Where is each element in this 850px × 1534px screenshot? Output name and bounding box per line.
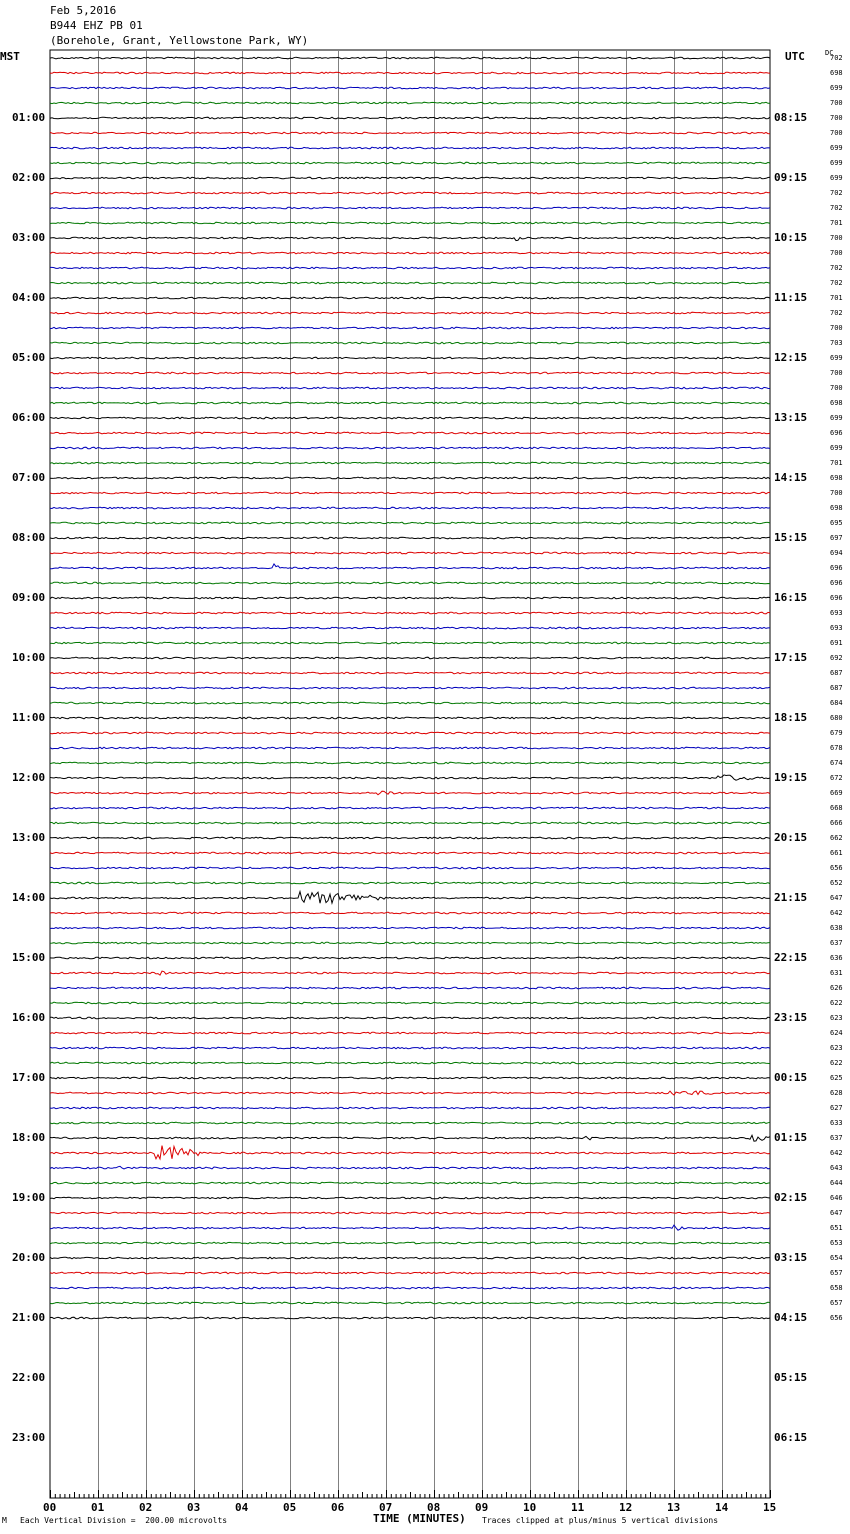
- trace-line: [50, 297, 770, 299]
- trace-line: [50, 612, 770, 614]
- trace-line: [50, 147, 770, 149]
- x-tick-label: 06: [331, 1501, 345, 1514]
- dc-offset-label: 697: [830, 534, 843, 542]
- trace-line: [50, 207, 770, 209]
- trace-line: [50, 132, 770, 134]
- mst-hour-label: 06:00: [12, 411, 46, 424]
- trace-line: [50, 882, 770, 884]
- dc-offset-label: 654: [830, 1254, 843, 1262]
- dc-offset-label: 637: [830, 1134, 843, 1142]
- trace-line: [50, 927, 770, 929]
- dc-offset-label: 700: [830, 99, 843, 107]
- trace-line: [50, 597, 770, 599]
- dc-offset-label: 701: [830, 459, 843, 467]
- x-tick-label: 15: [763, 1501, 777, 1514]
- x-tick-label: 02: [139, 1501, 153, 1514]
- trace-line: [50, 1146, 770, 1159]
- mst-hour-label: 01:00: [12, 111, 46, 124]
- dc-offset-label: 687: [830, 684, 843, 692]
- dc-offset-label: 658: [830, 1284, 843, 1292]
- trace-line: [50, 222, 770, 224]
- trace-line: [50, 912, 770, 914]
- trace-line: [50, 72, 770, 74]
- dc-offset-label: 638: [830, 924, 843, 932]
- plot-date: Feb 5,2016: [50, 4, 117, 17]
- x-tick-label: 13: [667, 1501, 681, 1514]
- trace-line: [50, 312, 770, 314]
- dc-offset-label: 698: [830, 474, 843, 482]
- x-tick-label: 08: [427, 1501, 441, 1514]
- trace-line: [50, 492, 770, 494]
- dc-offset-label: 647: [830, 1209, 843, 1217]
- utc-hour-label: 12:15: [774, 351, 808, 364]
- dc-offset-label: 631: [830, 969, 843, 977]
- dc-offset-label: 698: [830, 399, 843, 407]
- dc-offset-label: 680: [830, 714, 843, 722]
- trace-line: [50, 1287, 770, 1289]
- trace-line: [50, 672, 770, 674]
- utc-hour-label: 00:15: [774, 1071, 808, 1084]
- trace-line: [50, 57, 770, 59]
- trace-line: [50, 552, 770, 554]
- x-tick-label: 09: [475, 1501, 489, 1514]
- dc-offset-label: 633: [830, 1119, 843, 1127]
- mst-hour-label: 07:00: [12, 471, 46, 484]
- trace-line: [50, 892, 770, 904]
- trace-line: [50, 1032, 770, 1034]
- utc-hour-label: 03:15: [774, 1251, 808, 1264]
- dc-offset-label: 702: [830, 309, 843, 317]
- x-tick-label: 11: [571, 1501, 585, 1514]
- dc-offset-label: 626: [830, 984, 843, 992]
- mst-hour-label: 15:00: [12, 951, 46, 964]
- dc-offset-label: 657: [830, 1299, 843, 1307]
- trace-line: [50, 822, 770, 824]
- mst-hour-label: 14:00: [12, 891, 46, 904]
- trace-line: [50, 192, 770, 194]
- dc-offset-label: 642: [830, 1149, 843, 1157]
- utc-hour-label: 17:15: [774, 651, 808, 664]
- dc-offset-label: 678: [830, 744, 843, 752]
- dc-offset-label: 699: [830, 354, 843, 362]
- dc-offset-label: 644: [830, 1179, 843, 1187]
- trace-line: [50, 402, 770, 404]
- trace-line: [50, 357, 770, 359]
- trace-line: [50, 267, 770, 269]
- trace-line: [50, 564, 770, 569]
- trace-line: [50, 1091, 770, 1095]
- trace-line: [50, 1062, 770, 1064]
- trace-line: [50, 1166, 770, 1169]
- utc-hour-label: 14:15: [774, 471, 808, 484]
- trace-line: [50, 387, 770, 389]
- x-tick-label: 05: [283, 1501, 297, 1514]
- dc-offset-label: 657: [830, 1269, 843, 1277]
- mst-hour-label: 21:00: [12, 1311, 46, 1324]
- dc-offset-label: 702: [830, 264, 843, 272]
- trace-line: [50, 102, 770, 104]
- dc-offset-label: 625: [830, 1074, 843, 1082]
- dc-offset-label: 622: [830, 999, 843, 1007]
- mst-hour-label: 16:00: [12, 1011, 46, 1024]
- dc-offset-label: 696: [830, 429, 843, 437]
- dc-offset-label: 643: [830, 1164, 843, 1172]
- dc-offset-label: 694: [830, 549, 843, 557]
- mst-hour-label: 22:00: [12, 1371, 46, 1384]
- trace-line: [50, 971, 770, 975]
- trace-line: [50, 372, 770, 374]
- x-tick-label: 01: [91, 1501, 105, 1514]
- x-tick-label: 12: [619, 1501, 633, 1514]
- dc-offset-label: 662: [830, 834, 843, 842]
- trace-line: [50, 477, 770, 479]
- trace-line: [50, 162, 770, 164]
- dc-offset-label: 693: [830, 624, 843, 632]
- mst-hour-label: 19:00: [12, 1191, 46, 1204]
- trace-line: [50, 1197, 770, 1199]
- trace-line: [50, 582, 770, 584]
- dc-offset-label: 699: [830, 414, 843, 422]
- trace-line: [50, 1135, 770, 1141]
- corner-mark: M: [2, 1516, 7, 1525]
- dc-offset-label: 652: [830, 879, 843, 887]
- trace-line: [50, 987, 770, 989]
- scale-note: Each Vertical Division = 200.00 microvolts: [20, 1516, 228, 1525]
- trace-line: [50, 117, 770, 119]
- dc-offset-label: 703: [830, 339, 843, 347]
- dc-offset-label: 696: [830, 579, 843, 587]
- x-tick-label: 03: [187, 1501, 201, 1514]
- dc-offset-label: 647: [830, 894, 843, 902]
- utc-hour-label: 02:15: [774, 1191, 808, 1204]
- trace-line: [50, 852, 770, 854]
- trace-line: [50, 1225, 770, 1230]
- dc-offset-label: 693: [830, 609, 843, 617]
- trace-line: [50, 447, 770, 449]
- utc-hour-label: 16:15: [774, 591, 808, 604]
- mst-hour-label: 11:00: [12, 711, 46, 724]
- trace-line: [50, 1077, 770, 1079]
- x-axis-title: TIME (MINUTES): [373, 1512, 466, 1525]
- dc-offset-label: 699: [830, 174, 843, 182]
- trace-line: [50, 1212, 770, 1214]
- trace-line: [50, 1302, 770, 1304]
- utc-hour-label: 20:15: [774, 831, 808, 844]
- dc-offset-label: 702: [830, 189, 843, 197]
- trace-line: [50, 1317, 770, 1319]
- trace-line: [50, 942, 770, 944]
- mst-hour-label: 23:00: [12, 1431, 46, 1444]
- station-code: B944 EHZ PB 01: [50, 19, 143, 32]
- dc-offset-label: 651: [830, 1224, 843, 1232]
- dc-header-label: DC: [825, 49, 834, 57]
- trace-line: [50, 417, 770, 419]
- utc-hour-label: 09:15: [774, 171, 808, 184]
- dc-offset-label: 627: [830, 1104, 843, 1112]
- dc-offset-label: 691: [830, 639, 843, 647]
- dc-offset-label: 679: [830, 729, 843, 737]
- dc-offset-label: 666: [830, 819, 843, 827]
- dc-offset-label: 702: [830, 204, 843, 212]
- dc-offset-label: 698: [830, 504, 843, 512]
- trace-line: [50, 432, 770, 434]
- dc-offset-label: 656: [830, 1314, 843, 1322]
- dc-offset-label: 699: [830, 444, 843, 452]
- utc-hour-label: 08:15: [774, 111, 808, 124]
- trace-line: [50, 87, 770, 89]
- mst-hour-label: 17:00: [12, 1071, 46, 1084]
- dc-offset-label: 700: [830, 369, 843, 377]
- mst-hour-label: 03:00: [12, 231, 46, 244]
- dc-offset-label: 668: [830, 804, 843, 812]
- dc-offset-label: 637: [830, 939, 843, 947]
- dc-offset-label: 702: [830, 279, 843, 287]
- dc-offset-label: 623: [830, 1044, 843, 1052]
- dc-offset-label: 701: [830, 219, 843, 227]
- trace-line: [50, 1002, 770, 1004]
- mst-hour-label: 08:00: [12, 531, 46, 544]
- utc-hour-label: 05:15: [774, 1371, 808, 1384]
- dc-offset-label: 696: [830, 564, 843, 572]
- dc-offset-label: 622: [830, 1059, 843, 1067]
- dc-offset-label: 656: [830, 864, 843, 872]
- trace-line: [50, 837, 770, 839]
- trace-line: [50, 807, 770, 809]
- trace-line: [50, 702, 770, 704]
- trace-line: [50, 282, 770, 284]
- utc-hour-label: 10:15: [774, 231, 808, 244]
- dc-offset-label: 699: [830, 144, 843, 152]
- trace-line: [50, 657, 770, 659]
- dc-offset-label: 669: [830, 789, 843, 797]
- station-location: (Borehole, Grant, Yellowstone Park, WY): [50, 34, 309, 47]
- trace-line: [50, 1182, 770, 1184]
- left-timezone-label: MST: [0, 50, 20, 63]
- utc-hour-label: 21:15: [774, 891, 808, 904]
- trace-line: [50, 732, 770, 734]
- x-tick-label: 10: [523, 1501, 537, 1514]
- mst-hour-label: 20:00: [12, 1251, 46, 1264]
- trace-line: [50, 522, 770, 524]
- mst-hour-label: 05:00: [12, 351, 46, 364]
- dc-offset-label: 698: [830, 69, 843, 77]
- trace-line: [50, 791, 770, 795]
- trace-line: [50, 537, 770, 539]
- dc-offset-label: 700: [830, 114, 843, 122]
- trace-line: [50, 957, 770, 959]
- dc-offset-label: 636: [830, 954, 843, 962]
- trace-line: [50, 252, 770, 254]
- mst-hour-label: 09:00: [12, 591, 46, 604]
- dc-offset-label: 695: [830, 519, 843, 527]
- dc-offset-label: 684: [830, 699, 843, 707]
- dc-offset-label: 661: [830, 849, 843, 857]
- dc-offset-label: 702: [830, 54, 843, 62]
- clip-note: Traces clipped at plus/minus 5 vertical divisions: [482, 1516, 719, 1525]
- dc-offset-label: 700: [830, 129, 843, 137]
- trace-line: [50, 762, 770, 764]
- x-tick-label: 00: [43, 1501, 57, 1514]
- utc-hour-label: 13:15: [774, 411, 808, 424]
- dc-offset-label: 700: [830, 234, 843, 242]
- trace-line: [50, 867, 770, 869]
- trace-line: [50, 1107, 770, 1109]
- dc-offset-label: 646: [830, 1194, 843, 1202]
- trace-line: [50, 342, 770, 344]
- utc-hour-label: 18:15: [774, 711, 808, 724]
- trace-line: [50, 177, 770, 179]
- x-tick-label: 04: [235, 1501, 249, 1514]
- trace-line: [50, 747, 770, 749]
- mst-hour-label: 04:00: [12, 291, 46, 304]
- trace-line: [50, 1272, 770, 1274]
- utc-hour-label: 04:15: [774, 1311, 808, 1324]
- mst-hour-label: 12:00: [12, 771, 46, 784]
- x-tick-label: 07: [379, 1501, 393, 1514]
- trace-line: [50, 462, 770, 464]
- mst-hour-label: 10:00: [12, 651, 46, 664]
- dc-offset-label: 700: [830, 249, 843, 257]
- trace-line: [50, 627, 770, 629]
- utc-hour-label: 19:15: [774, 771, 808, 784]
- trace-line: [50, 1017, 770, 1019]
- trace-line: [50, 237, 770, 240]
- dc-offset-label: 692: [830, 654, 843, 662]
- trace-line: [50, 1122, 770, 1124]
- x-tick-label: 14: [715, 1501, 729, 1514]
- dc-offset-label: 624: [830, 1029, 843, 1037]
- trace-line: [50, 1047, 770, 1049]
- trace-line: [50, 1257, 770, 1259]
- dc-offset-label: 653: [830, 1239, 843, 1247]
- trace-line: [50, 642, 770, 644]
- dc-offset-label: 701: [830, 294, 843, 302]
- dc-offset-label: 699: [830, 84, 843, 92]
- dc-offset-label: 700: [830, 489, 843, 497]
- trace-line: [50, 687, 770, 689]
- trace-line: [50, 775, 770, 780]
- dc-offset-label: 687: [830, 669, 843, 677]
- mst-hour-label: 02:00: [12, 171, 46, 184]
- dc-offset-label: 700: [830, 384, 843, 392]
- dc-offset-label: 700: [830, 324, 843, 332]
- dc-offset-label: 672: [830, 774, 843, 782]
- mst-hour-label: 18:00: [12, 1131, 46, 1144]
- trace-line: [50, 507, 770, 509]
- dc-offset-label: 699: [830, 159, 843, 167]
- trace-line: [50, 1242, 770, 1244]
- utc-hour-label: 22:15: [774, 951, 808, 964]
- dc-offset-label: 674: [830, 759, 843, 767]
- trace-line: [50, 717, 770, 719]
- right-timezone-label: UTC: [785, 50, 805, 63]
- utc-hour-label: 11:15: [774, 291, 808, 304]
- utc-hour-label: 01:15: [774, 1131, 808, 1144]
- mst-hour-label: 13:00: [12, 831, 46, 844]
- dc-offset-label: 642: [830, 909, 843, 917]
- trace-line: [50, 327, 770, 329]
- utc-hour-label: 15:15: [774, 531, 808, 544]
- utc-hour-label: 06:15: [774, 1431, 808, 1444]
- utc-hour-label: 23:15: [774, 1011, 808, 1024]
- dc-offset-label: 696: [830, 594, 843, 602]
- dc-offset-label: 628: [830, 1089, 843, 1097]
- dc-offset-label: 623: [830, 1014, 843, 1022]
